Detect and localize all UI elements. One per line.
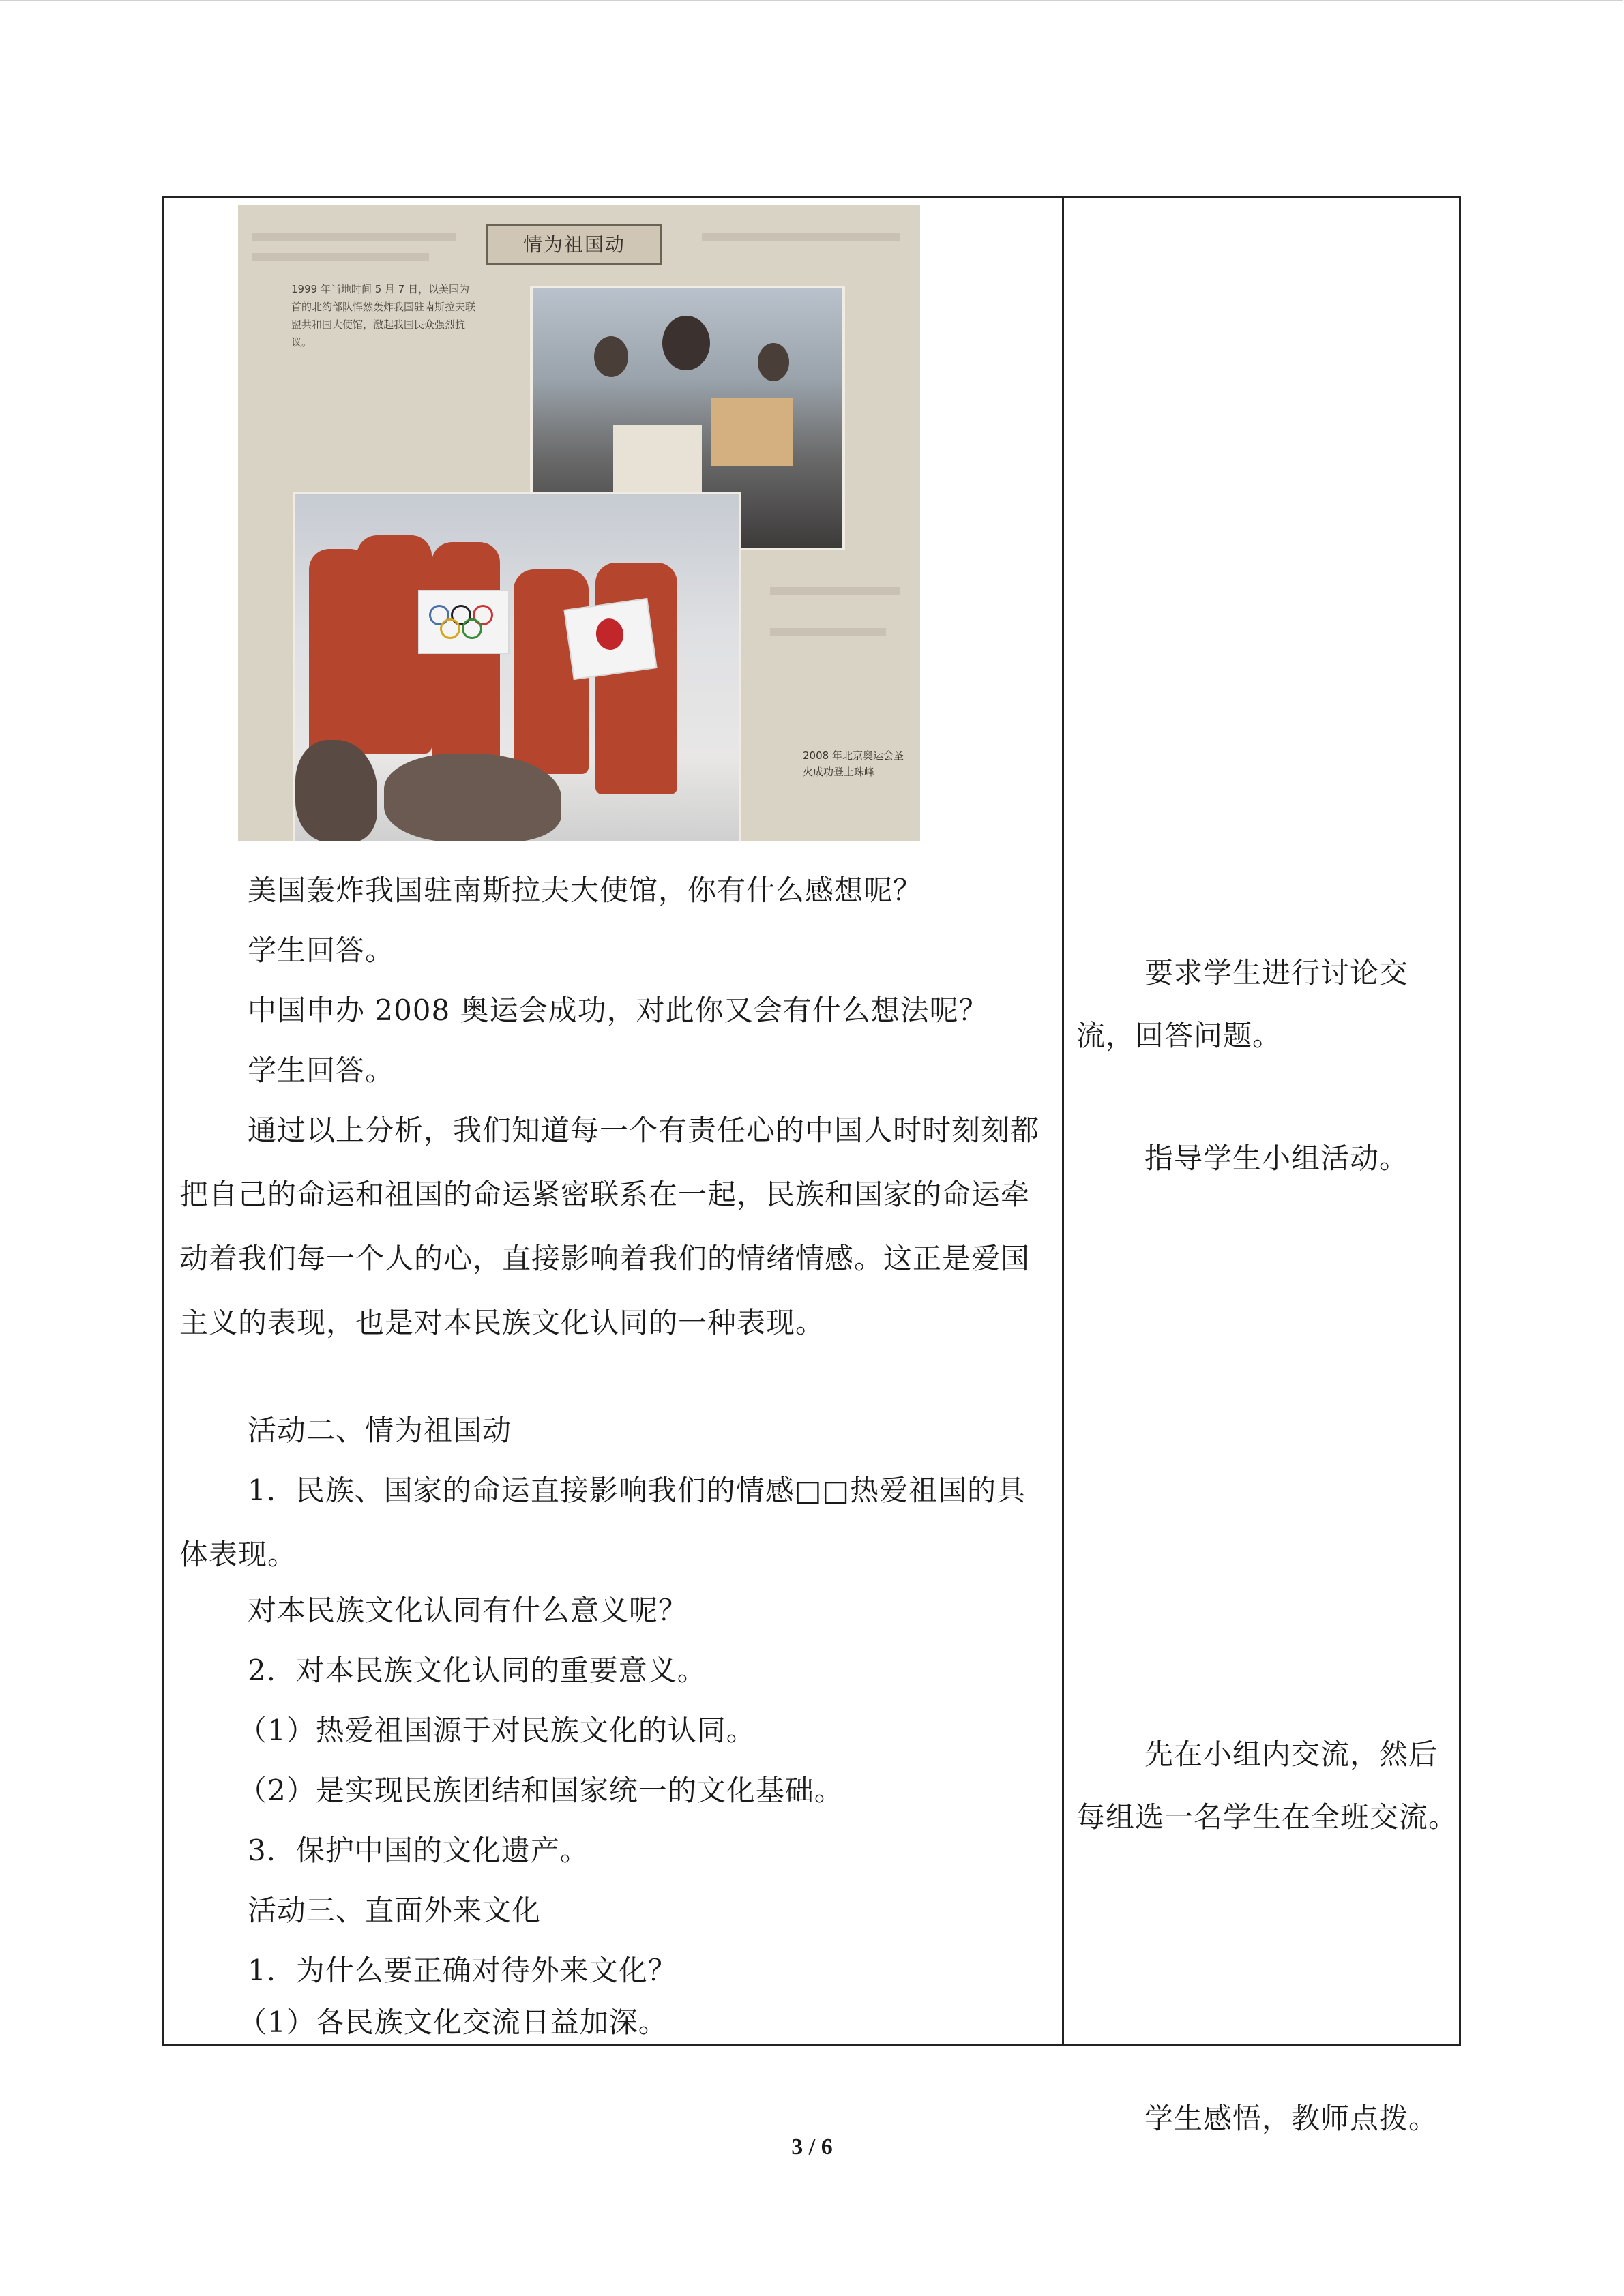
page-number: 3 / 6	[791, 2134, 833, 2160]
climber-figure	[432, 542, 500, 767]
faded-text-line	[252, 253, 429, 261]
person-figure	[758, 343, 789, 381]
protest-sign	[613, 425, 702, 500]
point-3: 3．保护中国的文化遗产。	[248, 1834, 589, 1867]
faded-text-line	[702, 233, 900, 241]
faded-text-line	[770, 587, 900, 595]
rock-shape	[384, 754, 561, 841]
person-figure	[594, 336, 628, 377]
point-2-2: （2）是实现民族团结和国家统一的文化基础。	[238, 1774, 844, 1807]
teaching-content-column	[164, 198, 1062, 2044]
question-embassy: 美国轰炸我国驻南斯拉夫大使馆，你有什么感想呢？	[248, 874, 923, 907]
point-2: 2．对本民族文化认同的重要意义。	[248, 1654, 707, 1687]
mountaineers-image	[293, 492, 741, 841]
photo-title: 情为祖国动	[486, 224, 662, 265]
climber-figure	[595, 563, 677, 794]
protest-sign	[711, 398, 793, 466]
person-figure	[662, 316, 710, 370]
point-3-1: （1）各民族文化交流日益加深。	[238, 2006, 668, 2039]
student-answer: 学生回答。	[248, 1054, 395, 1087]
analysis-paragraph: 通过以上分析，我们知道每一个有责任心的中国人时时刻刻都把自己的命运和祖国的命运紧密联系在一起，民族和国家的命运牵动着我们每一个人的心，直接影响着我们的情绪情感。这正是爱国主义的表现，也是对本民族文化认同的一种表现。	[179, 1114, 1040, 1339]
photo-caption-everest: 2008 年北京奥运会圣火成功登上珠峰	[803, 749, 904, 778]
activity-3-title: 活动三、直面外来文化	[248, 1894, 542, 1927]
question-cultural-identity: 对本民族文化认同有什么意义呢？	[248, 1594, 688, 1627]
beijing-olympics-flag	[563, 598, 657, 680]
ring-icon	[440, 618, 460, 639]
note-group-activity: 指导学生小组活动。	[1145, 1142, 1409, 1175]
lesson-table	[162, 196, 1461, 2135]
page-top-border	[0, 0, 1623, 1]
point-2-1: （1）热爱祖国源于对民族文化的认同。	[238, 1714, 756, 1747]
photo-caption-protest: 1999 年当地时间 5 月 7 日，以美国为首的北约部队悍然轰炸我国驻南斯拉夫联盟共和国大使馆，激起我国民众强烈抗议。	[291, 283, 476, 348]
question-olympics: 中国申办 2008 奥运会成功，对此你又会有什么想法呢？	[248, 994, 988, 1027]
activity-2-title: 活动二、情为祖国动	[248, 1414, 512, 1447]
note-group-exchange: 先在小组内交流，然后每组选一名学生在全班交流。	[1076, 1738, 1458, 1834]
student-answer: 学生回答。	[248, 934, 395, 967]
point-3-question: 1．为什么要正确对待外来文化？	[248, 1954, 677, 1987]
faded-text-line	[770, 628, 886, 636]
note-reflection: 学生感悟，教师点拨。	[1145, 2102, 1438, 2135]
point-1: 1．民族、国家的命运直接影响我们的情感□□热爱祖国的具体表现。	[179, 1474, 1027, 1571]
note-discussion: 要求学生进行讨论交流，回答问题。	[1076, 956, 1409, 1052]
textbook-photo	[238, 205, 920, 841]
olympic-rings-flag	[418, 590, 510, 654]
rock-shape	[295, 740, 377, 841]
faded-text-line	[252, 233, 456, 241]
teacher-notes-column	[1064, 198, 1461, 2135]
beijing-emblem-icon	[594, 617, 625, 652]
ring-icon	[462, 618, 482, 639]
